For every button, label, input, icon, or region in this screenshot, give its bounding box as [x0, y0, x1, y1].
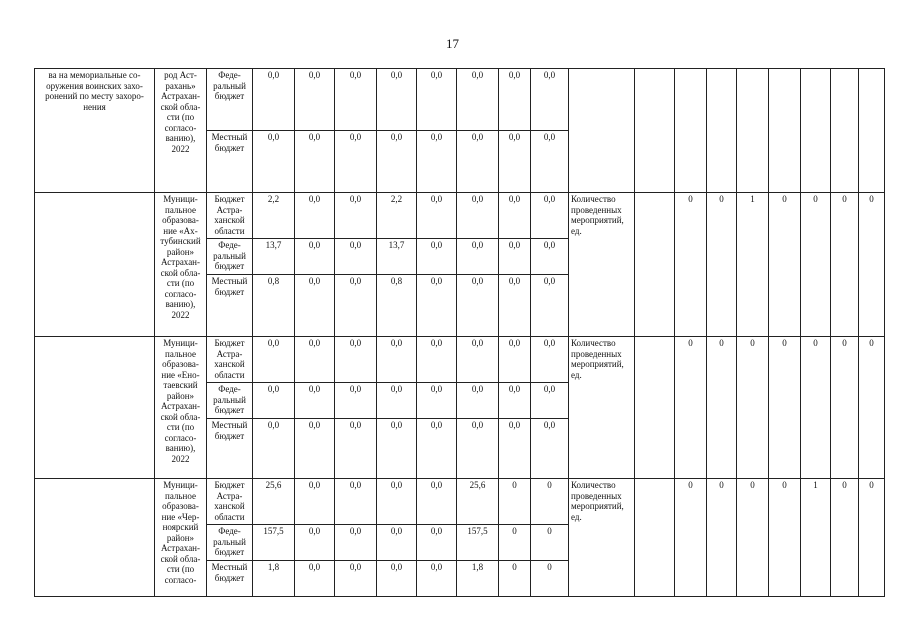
indicator-value-cell: 0 — [859, 193, 885, 337]
value-cell: 0,0 — [377, 479, 417, 525]
value-cell: 0,0 — [417, 239, 457, 275]
value-cell: 0,0 — [417, 275, 457, 337]
value-cell: 0,0 — [295, 131, 335, 193]
indicator-value-cell: 0 — [859, 337, 885, 479]
value-cell: 0,0 — [295, 275, 335, 337]
indicator-value-cell: 0 — [675, 337, 707, 479]
value-cell: 0,0 — [377, 131, 417, 193]
value-cell: 0,0 — [499, 239, 531, 275]
table-row — [35, 193, 885, 239]
task-cell — [35, 479, 155, 597]
indicator-value-cell: 0 — [707, 479, 737, 597]
indicator-value-cell: 0 — [769, 479, 801, 597]
indicator-cell: Количество проведенных мероприятий, ед. — [569, 479, 635, 597]
value-cell: 0,0 — [377, 525, 417, 561]
value-cell: 0,0 — [531, 419, 569, 479]
value-cell: 0 — [531, 525, 569, 561]
value-cell: 0 — [499, 479, 531, 525]
value-cell: 0,0 — [295, 525, 335, 561]
value-cell: 0,0 — [295, 337, 335, 383]
value-cell: 0,0 — [335, 275, 377, 337]
indicator-value-cell: 0 — [831, 193, 859, 337]
task-cell: ва на мемориальные сооружения воинских захоронений по месту захоронения — [35, 69, 155, 193]
value-cell: 0,0 — [457, 337, 499, 383]
indicator-value-cell: 0 — [707, 193, 737, 337]
value-cell: 0,0 — [335, 561, 377, 597]
indicator-value-cell: 1 — [801, 479, 831, 597]
value-cell: 0,0 — [335, 131, 377, 193]
value-cell: 0,0 — [335, 193, 377, 239]
budget-table — [34, 68, 885, 597]
value-cell: 0,0 — [417, 419, 457, 479]
indicator-value-cell: 1 — [737, 193, 769, 337]
value-cell: 0,0 — [457, 131, 499, 193]
value-cell: 0,0 — [335, 239, 377, 275]
value-cell: 0 — [499, 561, 531, 597]
value-cell: 0,0 — [531, 275, 569, 337]
value-cell: 0,0 — [377, 69, 417, 131]
funding-source-cell: Местный бюджет — [207, 561, 253, 597]
table-row — [35, 69, 885, 131]
table-row — [35, 479, 885, 525]
value-cell: 0,0 — [499, 383, 531, 419]
value-cell: 0,0 — [253, 69, 295, 131]
value-cell: 0,0 — [457, 383, 499, 419]
value-cell: 0,0 — [417, 479, 457, 525]
funding-source-cell: Бюджет Астраханской области — [207, 193, 253, 239]
funding-source-cell: Федеральный бюджет — [207, 525, 253, 561]
funding-source-cell: Федеральный бюджет — [207, 383, 253, 419]
value-cell: 0,0 — [531, 383, 569, 419]
value-cell: 0,0 — [531, 69, 569, 131]
value-cell: 0,0 — [417, 193, 457, 239]
value-cell: 2,2 — [253, 193, 295, 239]
indicator-value-cell — [707, 69, 737, 193]
executor-cell: род Астрахань» Астраханской области (по согласованию), 2022 — [155, 69, 207, 193]
value-cell: 0,0 — [417, 525, 457, 561]
indicator-cell: Количество проведенных мероприятий, ед. — [569, 193, 635, 337]
value-cell: 0,0 — [457, 193, 499, 239]
value-cell: 0,0 — [499, 419, 531, 479]
indicator-cell: Количество проведенных мероприятий, ед. — [569, 337, 635, 479]
funding-source-cell: Федеральный бюджет — [207, 69, 253, 131]
value-cell: 0,0 — [457, 239, 499, 275]
value-cell: 0,0 — [295, 561, 335, 597]
indicator-value-cell: 0 — [675, 479, 707, 597]
value-cell: 0,0 — [335, 525, 377, 561]
value-cell: 0,0 — [253, 419, 295, 479]
value-cell: 0,0 — [377, 561, 417, 597]
indicator-value-cell — [737, 69, 769, 193]
value-cell: 0,0 — [253, 131, 295, 193]
value-cell: 0 — [531, 479, 569, 525]
value-cell: 0,0 — [335, 69, 377, 131]
value-cell: 25,6 — [253, 479, 295, 525]
value-cell: 0,8 — [377, 275, 417, 337]
value-cell: 13,7 — [377, 239, 417, 275]
value-cell: 13,7 — [253, 239, 295, 275]
indicator-value-cell — [801, 69, 831, 193]
page-number: 17 — [446, 36, 459, 51]
value-cell: 0,0 — [417, 561, 457, 597]
value-cell: 0,0 — [417, 69, 457, 131]
funding-source-cell: Местный бюджет — [207, 419, 253, 479]
executor-cell: Муниципальное образование «Черноярский район» Астраханской области (по согласо- — [155, 479, 207, 597]
indicator-cell — [569, 69, 635, 193]
value-cell: 0,0 — [335, 419, 377, 479]
value-cell: 0,0 — [499, 193, 531, 239]
value-cell: 0,0 — [499, 69, 531, 131]
value-cell: 0,0 — [335, 337, 377, 383]
value-cell: 0,8 — [253, 275, 295, 337]
value-cell: 2,2 — [377, 193, 417, 239]
value-cell: 0,0 — [531, 131, 569, 193]
table-body — [35, 69, 885, 597]
value-cell: 0,0 — [377, 383, 417, 419]
indicator-spacer-cell — [635, 479, 675, 597]
indicator-value-cell — [769, 69, 801, 193]
value-cell: 0,0 — [417, 337, 457, 383]
value-cell: 0,0 — [295, 419, 335, 479]
value-cell: 0,0 — [295, 239, 335, 275]
value-cell: 0,0 — [499, 131, 531, 193]
value-cell: 0,0 — [335, 383, 377, 419]
value-cell: 0,0 — [531, 337, 569, 383]
value-cell: 0,0 — [457, 69, 499, 131]
value-cell: 1,8 — [253, 561, 295, 597]
indicator-value-cell — [859, 69, 885, 193]
funding-source-cell: Местный бюджет — [207, 131, 253, 193]
value-cell: 0,0 — [295, 193, 335, 239]
indicator-value-cell — [831, 69, 859, 193]
value-cell: 0,0 — [253, 337, 295, 383]
value-cell: 0,0 — [295, 383, 335, 419]
indicator-value-cell — [675, 69, 707, 193]
indicator-value-cell: 0 — [769, 337, 801, 479]
value-cell: 157,5 — [457, 525, 499, 561]
value-cell: 0,0 — [457, 419, 499, 479]
funding-source-cell: Местный бюджет — [207, 275, 253, 337]
indicator-spacer-cell — [635, 337, 675, 479]
executor-cell: Муниципальное образование «Ахтубинский район» Астраханской области (по согласованию), 2022 — [155, 193, 207, 337]
value-cell: 0 — [499, 525, 531, 561]
value-cell: 0,0 — [417, 131, 457, 193]
value-cell: 1,8 — [457, 561, 499, 597]
indicator-value-cell: 0 — [707, 337, 737, 479]
table-row — [35, 337, 885, 383]
value-cell: 157,5 — [253, 525, 295, 561]
funding-source-cell: Бюджет Астраханской области — [207, 479, 253, 525]
value-cell: 0,0 — [377, 419, 417, 479]
indicator-value-cell: 0 — [737, 479, 769, 597]
value-cell: 0,0 — [295, 479, 335, 525]
indicator-value-cell: 0 — [831, 337, 859, 479]
value-cell: 0,0 — [253, 383, 295, 419]
indicator-spacer-cell — [635, 193, 675, 337]
indicator-value-cell — [635, 69, 675, 193]
funding-source-cell: Федеральный бюджет — [207, 239, 253, 275]
value-cell: 0,0 — [377, 337, 417, 383]
indicator-value-cell: 0 — [769, 193, 801, 337]
value-cell: 0,0 — [499, 275, 531, 337]
value-cell: 0,0 — [531, 193, 569, 239]
executor-cell: Муниципальное образование «Енотаевский район» Астраханской области (по согласованию), 2022 — [155, 337, 207, 479]
indicator-value-cell: 0 — [801, 193, 831, 337]
value-cell: 0,0 — [457, 275, 499, 337]
value-cell: 0 — [531, 561, 569, 597]
task-cell — [35, 337, 155, 479]
indicator-value-cell: 0 — [859, 479, 885, 597]
value-cell: 0,0 — [499, 337, 531, 383]
value-cell: 0,0 — [417, 383, 457, 419]
task-cell — [35, 193, 155, 337]
indicator-value-cell: 0 — [801, 337, 831, 479]
value-cell: 0,0 — [295, 69, 335, 131]
indicator-value-cell: 0 — [831, 479, 859, 597]
value-cell: 25,6 — [457, 479, 499, 525]
value-cell: 0,0 — [531, 239, 569, 275]
funding-source-cell: Бюджет Астраханской области — [207, 337, 253, 383]
value-cell: 0,0 — [335, 479, 377, 525]
indicator-value-cell: 0 — [675, 193, 707, 337]
indicator-value-cell: 0 — [737, 337, 769, 479]
